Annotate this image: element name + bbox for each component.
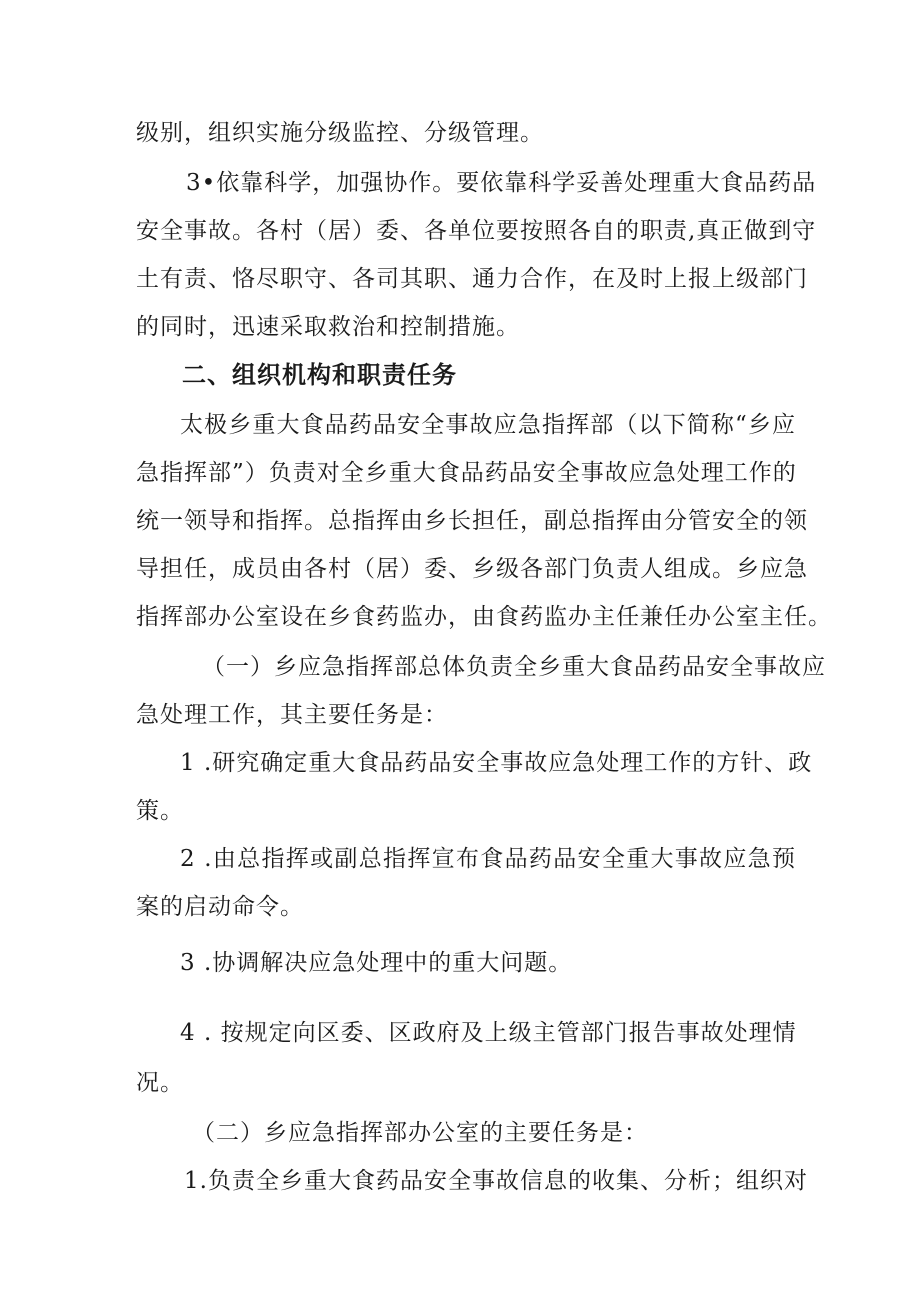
- paragraph-line: 急处理工作，其主要任务是：: [136, 702, 448, 728]
- paragraph-line: 3 .协调解决应急处理中的重大问题。: [180, 950, 573, 976]
- paragraph-line: 指挥部办公室设在乡食药监办，由食药监办主任兼任办公室主任。: [136, 604, 832, 630]
- paragraph-line: 策。: [136, 798, 184, 824]
- paragraph-line: 1.负责全乡重大食药品安全事故信息的收集、分析；组织对: [184, 1168, 808, 1194]
- paragraph-line: 案的启动命令。: [136, 894, 304, 920]
- paragraph-line: 太极乡重大食品药品安全事故应急指挥部（以下简称“乡应: [180, 412, 796, 438]
- paragraph-line: 急指挥部”）负责对全乡重大食品药品安全事故应急处理工作的: [136, 460, 797, 486]
- paragraph-line: 土有责、恪尽职守、各司其职、通力合作，在及时上报上级部门: [136, 266, 808, 292]
- paragraph-line: 1 .研究确定重大食品药品安全事故应急处理工作的方针、政: [180, 750, 813, 776]
- paragraph-line: （一）乡应急指挥部总体负责全乡重大食品药品安全事故应: [202, 654, 826, 680]
- paragraph-line: 级别，组织实施分级监控、分级管理。: [136, 120, 544, 146]
- paragraph-line: 2 .由总指挥或副总指挥宣布食品药品安全重大事故应急预: [180, 846, 796, 872]
- paragraph-line: 导担任，成员由各村（居）委、乡级各部门负责人组成。乡应急: [136, 556, 808, 582]
- paragraph-line: 安全事故。各村（居）委、各单位要按照各自的职责,真正做到守: [136, 218, 817, 244]
- paragraph-line: 的同时，迅速采取救治和控制措施。: [136, 314, 520, 340]
- paragraph-line: （二）乡应急指挥部办公室的主要任务是：: [192, 1120, 648, 1146]
- paragraph-line: 4 . 按规定向区委、区政府及上级主管部门报告事故处理情: [180, 1020, 797, 1046]
- paragraph-line: 统一领导和指挥。总指挥由乡长担任，副总指挥由分管安全的领: [136, 508, 808, 534]
- paragraph-line: 况。: [136, 1070, 184, 1096]
- paragraph-line: 3•依靠科学，加强协作。要依靠科学妥善处理重大食品药品: [186, 170, 817, 196]
- section-heading: 二、组织机构和职责任务: [182, 361, 457, 389]
